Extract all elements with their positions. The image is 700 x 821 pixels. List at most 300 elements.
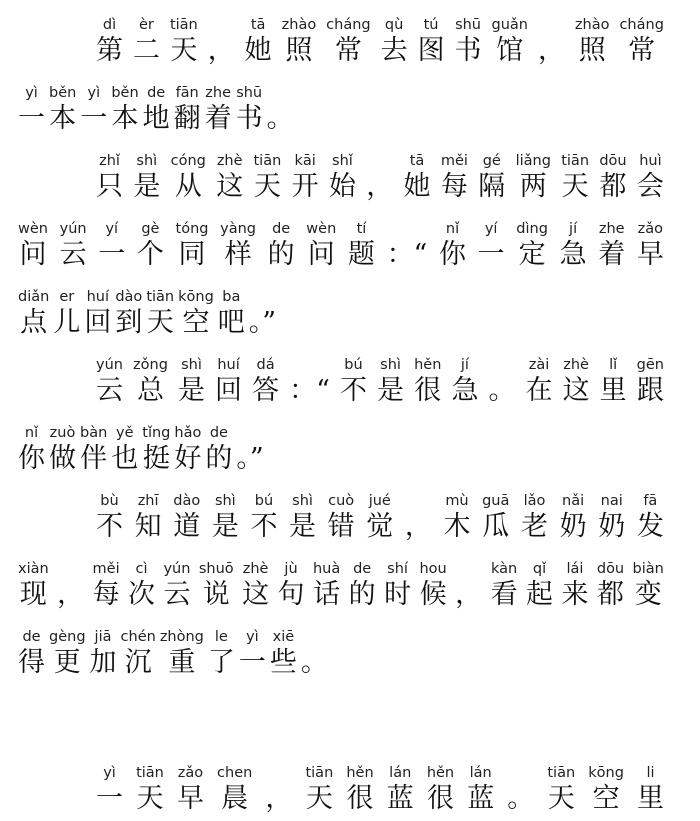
ruby-unit — [414, 356, 441, 408]
hanzi: 晨 — [221, 783, 249, 814]
ruby-unit — [49, 424, 76, 476]
pinyin: zhè — [242, 561, 269, 577]
ruby-unit — [600, 356, 627, 408]
pinyin: tiān — [253, 153, 282, 169]
hanzi: 每 — [440, 171, 468, 202]
ruby-unit — [90, 628, 117, 680]
hanzi: 点 — [20, 307, 48, 338]
hanzi: 同 — [178, 239, 206, 270]
ruby-unit — [482, 492, 509, 544]
pinyin: tǐng — [142, 425, 171, 441]
ruby-unit — [289, 492, 316, 544]
pinyin: shì — [181, 357, 202, 373]
pinyin: diǎn — [18, 289, 50, 305]
pinyin: tiān — [547, 765, 576, 781]
ruby-unit — [377, 356, 404, 408]
hanzi: 云 — [96, 375, 123, 406]
ruby-unit — [598, 220, 625, 272]
pinyin: mù — [445, 493, 469, 509]
ruby-unit — [18, 560, 49, 612]
hanzi: 错 — [327, 511, 355, 542]
hanzi: 两 — [519, 171, 547, 202]
ruby-unit — [205, 84, 232, 136]
hanzi: 是 — [377, 375, 405, 406]
ruby-unit — [174, 424, 201, 476]
ruby-unit — [121, 628, 156, 680]
hanzi: 二 — [132, 35, 160, 66]
pinyin: èr — [139, 17, 154, 33]
hanzi: 常 — [334, 35, 362, 66]
pinyin: bàn — [80, 425, 108, 441]
pinyin: yì — [246, 629, 259, 645]
pinyin: tiān — [146, 289, 175, 305]
ruby-unit — [561, 560, 588, 612]
pinyin: chen — [217, 765, 253, 781]
ruby-unit — [305, 764, 333, 816]
ruby-unit — [160, 628, 204, 680]
hanzi: 空 — [182, 307, 210, 338]
pinyin: dào — [173, 493, 201, 509]
hanzi: 奶 — [598, 511, 626, 542]
ruby-unit — [60, 220, 87, 272]
hanzi: 题 — [347, 239, 375, 270]
hanzi: 起 — [526, 579, 554, 610]
hanzi: 是 — [289, 511, 317, 542]
hanzi: 很 — [414, 375, 442, 406]
pinyin: yí — [484, 221, 498, 237]
pinyin: tiān — [136, 765, 164, 781]
ruby-unit — [348, 220, 375, 272]
ruby-unit — [418, 16, 445, 68]
pinyin: zài — [528, 357, 550, 373]
hanzi: 都 — [596, 579, 624, 610]
pinyin: chén — [120, 629, 156, 645]
hanzi: 本 — [111, 103, 139, 134]
pinyin: cháng — [326, 17, 371, 33]
ruby-unit — [96, 152, 123, 204]
hanzi: 早 — [176, 783, 204, 814]
hanzi: 常 — [628, 35, 656, 66]
pinyin: zǎo — [637, 221, 664, 237]
pinyin: lǐ — [609, 357, 618, 373]
ruby-unit — [80, 424, 107, 476]
hanzi: 样 — [224, 239, 252, 270]
pinyin: de — [209, 425, 228, 441]
hanzi: 重 — [168, 647, 196, 678]
ruby-unit — [491, 560, 518, 612]
ruby-unit — [170, 16, 198, 68]
pinyin: dá — [256, 357, 275, 373]
pinyin: bú — [344, 357, 363, 373]
hanzi: 会 — [636, 171, 664, 202]
text-line — [0, 272, 700, 340]
pinyin: tiān — [305, 765, 334, 781]
ruby-unit — [236, 84, 263, 136]
pinyin: běn — [49, 85, 77, 101]
ruby-unit — [381, 16, 408, 68]
hanzi: ：“ — [289, 375, 330, 406]
pinyin: zǒng — [133, 357, 168, 373]
pinyin: nai — [600, 493, 623, 509]
pinyin: kāi — [294, 153, 316, 169]
ruby-unit — [637, 764, 664, 816]
hanzi: 不 — [96, 511, 123, 542]
ruby-unit — [349, 560, 376, 612]
ruby-unit — [637, 152, 664, 204]
hanzi: 觉 — [366, 511, 394, 542]
pinyin: tā — [250, 17, 266, 33]
hanzi: 。” — [236, 443, 264, 474]
pinyin: le — [214, 629, 228, 645]
ruby-unit — [111, 84, 138, 136]
ruby-unit — [80, 84, 107, 136]
ruby-unit — [478, 152, 505, 204]
pinyin: zhòng — [159, 629, 204, 645]
ruby-unit — [212, 492, 239, 544]
pinyin: er — [59, 289, 75, 305]
pinyin: hěn — [346, 765, 374, 781]
hanzi: 蓝 — [467, 783, 495, 814]
text-line — [0, 408, 700, 476]
ruby-unit — [427, 764, 454, 816]
pinyin: zǎo — [177, 765, 204, 781]
pinyin: huí — [217, 357, 240, 373]
hanzi: ， — [404, 511, 432, 542]
hanzi: 书 — [235, 103, 263, 134]
ruby-unit — [245, 16, 272, 68]
hanzi: 这 — [562, 375, 590, 406]
pinyin: jué — [368, 493, 391, 509]
hanzi: 每 — [92, 579, 120, 610]
ruby-unit — [441, 152, 468, 204]
pinyin: měi — [92, 561, 120, 577]
hanzi: 老 — [520, 511, 548, 542]
ruby-unit — [366, 152, 393, 204]
ruby-unit — [597, 560, 624, 612]
hanzi: 吧 — [217, 307, 245, 338]
pinyin: dōu — [596, 561, 625, 577]
pinyin: hěn — [426, 765, 455, 781]
pinyin: běn — [111, 85, 139, 101]
hanzi: 始 — [328, 171, 356, 202]
ruby-unit — [216, 152, 243, 204]
ruby-unit — [96, 356, 123, 408]
pinyin: zhī — [137, 493, 159, 509]
pinyin: fā — [643, 493, 658, 509]
text-line — [0, 136, 700, 204]
ruby-unit — [176, 220, 209, 272]
hanzi: 的 — [348, 579, 376, 610]
ruby-unit — [53, 288, 80, 340]
hanzi: 天 — [305, 783, 333, 814]
ruby-unit — [405, 492, 432, 544]
ruby-unit — [563, 356, 590, 408]
text-line — [0, 544, 700, 612]
ruby-unit — [133, 152, 160, 204]
ruby-unit — [478, 220, 505, 272]
hanzi: 蓝 — [386, 783, 414, 814]
pinyin: huì — [639, 153, 662, 169]
ruby-unit — [439, 220, 466, 272]
hanzi: 书 — [454, 35, 482, 66]
ruby-unit — [171, 152, 206, 204]
ruby-unit — [265, 764, 292, 816]
pinyin: guā — [482, 493, 510, 509]
pinyin: xiàn — [18, 561, 49, 577]
hanzi: 好 — [174, 443, 202, 474]
pinyin: liǎng — [515, 153, 551, 169]
ruby-unit — [143, 84, 170, 136]
pinyin: huí — [86, 289, 110, 305]
ruby-unit — [18, 628, 45, 680]
ruby-unit — [111, 424, 138, 476]
pinyin: zuò — [49, 425, 76, 441]
ruby-unit — [326, 16, 370, 68]
ruby-unit — [217, 764, 252, 816]
text-line — [0, 0, 700, 68]
hanzi: ：“ — [386, 239, 428, 270]
pinyin: tóng — [175, 221, 209, 237]
pinyin: nǐ — [445, 221, 460, 237]
hanzi: 第 — [96, 35, 123, 66]
ruby-unit — [516, 152, 551, 204]
pinyin: zhǐ — [99, 153, 120, 169]
ruby-unit — [49, 628, 86, 680]
hanzi: 木 — [443, 511, 471, 542]
ruby-unit — [98, 220, 125, 272]
hanzi: 这 — [216, 171, 244, 202]
hanzi: 都 — [599, 171, 627, 202]
ruby-unit — [218, 288, 245, 340]
pinyin: de — [272, 221, 291, 237]
pinyin: shì — [292, 493, 313, 509]
ruby-unit — [133, 16, 160, 68]
ruby-unit — [637, 220, 664, 272]
hanzi: 天 — [561, 171, 589, 202]
hanzi: 照 — [285, 35, 313, 66]
hanzi: 候 — [419, 579, 447, 610]
text-line — [0, 748, 700, 816]
pinyin: hěn — [414, 357, 442, 373]
hanzi: 的 — [205, 443, 233, 474]
ruby-unit — [599, 152, 626, 204]
ruby-unit — [268, 220, 295, 272]
hanzi: 她 — [244, 35, 272, 66]
text-line — [0, 204, 700, 272]
ruby-unit — [451, 356, 478, 408]
pinyin: ba — [222, 289, 241, 305]
hanzi: 回 — [84, 307, 112, 338]
hanzi: 本 — [49, 103, 77, 134]
ruby-unit — [404, 152, 431, 204]
hanzi: 天 — [170, 35, 198, 66]
ruby-unit — [467, 764, 494, 816]
pinyin: yì — [25, 85, 38, 101]
ruby-unit — [387, 764, 414, 816]
ruby-unit — [57, 560, 84, 612]
pinyin: shí — [387, 561, 408, 577]
pinyin: tú — [423, 17, 439, 33]
hanzi: 话 — [313, 579, 341, 610]
pinyin: dì — [102, 17, 117, 33]
hanzi: ， — [366, 171, 394, 202]
ruby-unit — [526, 356, 553, 408]
ruby-unit — [301, 628, 328, 680]
hanzi: 很 — [346, 783, 374, 814]
hanzi: 。 — [488, 375, 516, 406]
hanzi: 是 — [211, 511, 239, 542]
ruby-unit — [242, 560, 269, 612]
pinyin: yì — [87, 85, 101, 101]
hanzi: 儿 — [53, 307, 81, 338]
ruby-unit — [135, 492, 162, 544]
ruby-unit — [146, 288, 174, 340]
hanzi: 现 — [19, 579, 47, 610]
ruby-unit — [249, 288, 276, 340]
hanzi: 开 — [291, 171, 319, 202]
pinyin: lán — [389, 765, 412, 781]
hanzi: 空 — [592, 783, 620, 814]
pinyin: shū — [236, 85, 263, 101]
ruby-unit — [455, 560, 482, 612]
hanzi: ， — [207, 35, 235, 66]
pinyin: jiā — [94, 629, 112, 645]
hanzi: 你 — [439, 239, 467, 270]
pinyin: wèn — [18, 221, 48, 237]
ruby-unit — [270, 628, 297, 680]
pinyin: cháng — [619, 17, 664, 33]
pinyin: jí — [460, 357, 469, 373]
hanzi: 更 — [53, 647, 81, 678]
hanzi: ， — [455, 579, 483, 610]
ruby-unit — [387, 220, 428, 272]
hanzi: 说 — [202, 579, 230, 610]
pinyin: hǎo — [174, 425, 202, 441]
text-line — [0, 340, 700, 408]
pinyin: yí — [105, 221, 119, 237]
pinyin: shuō — [198, 561, 234, 577]
ruby-unit — [115, 288, 142, 340]
hanzi: 次 — [128, 579, 156, 610]
pinyin: nǎi — [562, 493, 585, 509]
ruby-unit — [292, 152, 319, 204]
pinyin: shì — [136, 153, 158, 169]
pinyin: shū — [455, 17, 481, 33]
hanzi: 句 — [277, 579, 305, 610]
hanzi: 里 — [599, 375, 627, 406]
pinyin: yàng — [220, 221, 257, 237]
ruby-unit — [560, 492, 587, 544]
pinyin: zhè — [216, 153, 243, 169]
ruby-unit — [215, 356, 242, 408]
hanzi: 不 — [250, 511, 278, 542]
ruby-unit — [488, 356, 515, 408]
ruby-unit — [516, 220, 548, 272]
hanzi: 看 — [490, 579, 518, 610]
ruby-unit — [18, 424, 45, 476]
hanzi: 她 — [403, 171, 431, 202]
hanzi: 总 — [136, 375, 164, 406]
pinyin: jí — [569, 221, 578, 237]
pinyin: shǐ — [332, 153, 353, 169]
ruby-unit — [178, 356, 205, 408]
pinyin: lán — [469, 765, 492, 781]
hanzi: ， — [57, 579, 85, 610]
pinyin: jù — [284, 561, 298, 577]
hanzi: 了 — [207, 647, 235, 678]
hanzi: 天 — [146, 307, 174, 338]
hanzi: 跟 — [636, 375, 664, 406]
hanzi: 也 — [111, 443, 139, 474]
ruby-unit — [328, 492, 355, 544]
text-line — [0, 68, 700, 136]
pinyin: zhe — [205, 85, 232, 101]
ruby-unit — [96, 16, 123, 68]
pinyin: yě — [116, 425, 134, 441]
hanzi: 奶 — [559, 511, 587, 542]
hanzi: 些 — [269, 647, 297, 678]
ruby-unit — [96, 764, 123, 816]
pinyin: hou — [419, 561, 447, 577]
ruby-unit — [177, 764, 204, 816]
ruby-unit — [163, 560, 190, 612]
ruby-unit — [93, 560, 120, 612]
hanzi: 地 — [142, 103, 170, 134]
pinyin: kàn — [490, 561, 518, 577]
text-line — [0, 612, 700, 680]
pinyin: cuò — [328, 493, 355, 509]
ruby-unit — [366, 492, 393, 544]
ruby-unit — [633, 560, 664, 612]
hanzi: 照 — [578, 35, 606, 66]
hanzi: 个 — [136, 239, 164, 270]
ruby-unit — [84, 288, 111, 340]
hanzi: 你 — [18, 443, 45, 474]
hanzi: 天 — [253, 171, 281, 202]
hanzi: 一 — [96, 783, 123, 814]
ruby-unit — [492, 16, 528, 68]
pinyin: de — [22, 629, 41, 645]
pinyin: gēn — [636, 357, 664, 373]
pinyin: gè — [141, 221, 160, 237]
hanzi: 到 — [115, 307, 143, 338]
hanzi: 沉 — [124, 647, 152, 678]
pinyin: dōu — [599, 153, 627, 169]
ruby-unit — [208, 628, 235, 680]
hanzi: 回 — [215, 375, 243, 406]
pinyin: tí — [356, 221, 367, 237]
ruby-unit — [547, 764, 575, 816]
ruby-unit — [561, 152, 589, 204]
pinyin: gèng — [49, 629, 86, 645]
hanzi: 。 — [507, 783, 535, 814]
hanzi: 时 — [384, 579, 412, 610]
hanzi: 一 — [80, 103, 108, 134]
hanzi: 来 — [561, 579, 589, 610]
text-line — [0, 476, 700, 544]
pinyin: biàn — [632, 561, 664, 577]
ruby-unit — [137, 220, 164, 272]
pinyin: bú — [254, 493, 274, 509]
hanzi: 天 — [136, 783, 164, 814]
ruby-unit — [384, 560, 411, 612]
hanzi: 瓜 — [482, 511, 510, 542]
ruby-unit — [178, 288, 214, 340]
pinyin: lǎo — [523, 493, 546, 509]
pinyin: zhào — [281, 17, 317, 33]
hanzi: 这 — [242, 579, 270, 610]
ruby-unit — [142, 424, 170, 476]
